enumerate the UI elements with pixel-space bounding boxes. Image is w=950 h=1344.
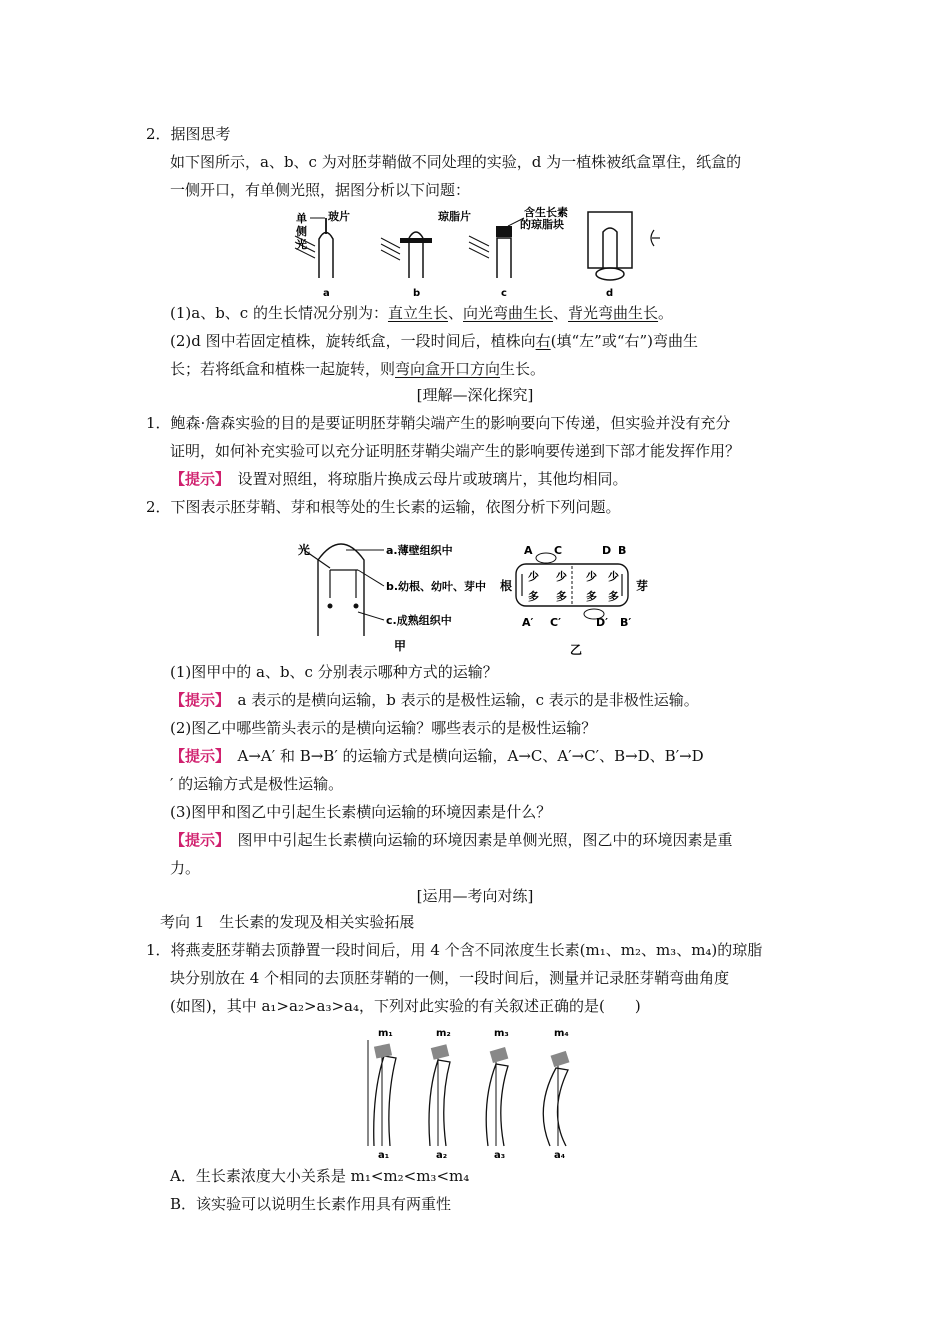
- hint-line: 【提示】 A→A′ 和 B→B′ 的运输方式是横向运输，A→C、A′→C′、B→D、B′→D: [170, 747, 704, 765]
- question-line: (2)图乙中哪些箭头表示的是横向运输？哪些表示的是极性运输？: [170, 719, 597, 737]
- agar-label: 琼脂片: [438, 210, 471, 223]
- hint-line: 【提示】 图甲中引起生长素横向运输的环境因素是单侧光照，图乙中的环境因素是重: [170, 831, 733, 849]
- paragraph-line: (如图)，其中 a₁>a₂>a₃>a₄，下列对此实验的有关叙述正确的是( ): [170, 997, 641, 1015]
- question-line: (3)图甲和图乙中引起生长素横向运输的环境因素是什么？: [170, 803, 552, 821]
- label-a3: a₃: [494, 1150, 506, 1160]
- point-D: D: [602, 544, 612, 557]
- answer-line-3: 长；若将纸盒和植株一起旋转，则弯向盒开口方向生长。: [170, 360, 546, 378]
- label-m4: m₄: [554, 1028, 569, 1039]
- point-A-prime: A′: [522, 616, 534, 629]
- agar-block-m2: [431, 1044, 449, 1060]
- point-A: A: [524, 544, 533, 557]
- answer-blank: 直立生长: [387, 304, 448, 322]
- agar-block-m3: [490, 1047, 509, 1063]
- auxin-label-1: 含生长素: [524, 206, 568, 219]
- answer-blank: 背光弯曲生长: [568, 304, 659, 322]
- bud-label: 芽: [636, 579, 649, 593]
- answer-blank: 右: [535, 332, 551, 350]
- option-b: B．该实验可以说明生长素作用具有两重性: [170, 1195, 452, 1213]
- hint-continuation: ′ 的运输方式是极性运输。: [170, 775, 344, 793]
- light-label: 光: [298, 543, 311, 557]
- answer-line-1: (1)a、b、c 的生长情况分别为：直立生长、向光弯曲生长、背光弯曲生长。: [170, 304, 674, 322]
- label-b-young-tissue: b.幼根、幼叶、芽中: [386, 580, 487, 593]
- label-d: d: [606, 288, 614, 299]
- point-D-prime: D′: [596, 616, 609, 629]
- paragraph-line: 1．将燕麦胚芽鞘去顶静置一段时间后，用 4 个含不同浓度生长素(m₁、m₂、m₃、m₄)的琼脂: [146, 941, 763, 959]
- paragraph-line: 2．下图表示胚芽鞘、芽和根等处的生长素的运输，依图分析下列问题。: [146, 498, 621, 516]
- few-label: 少: [608, 570, 619, 583]
- light-label-1: 单: [296, 212, 307, 225]
- root-label: 根: [500, 579, 513, 593]
- label-a: a: [323, 288, 330, 299]
- light-label-2: 侧: [296, 225, 307, 238]
- coleoptile-1: [374, 1056, 396, 1146]
- section-heading: [理解—深化探究]: [416, 386, 534, 404]
- section-heading: [运用—考向对练]: [416, 887, 534, 905]
- auxin-agar-block: [496, 226, 512, 237]
- label-c: c: [501, 288, 507, 299]
- label-a2: a₂: [436, 1150, 448, 1160]
- paragraph-line: 块分别放在 4 个相同的去顶胚芽鞘的一侧，一段时间后，测量并记录胚芽鞘弯曲角度: [170, 969, 730, 987]
- label-m1: m₁: [378, 1028, 393, 1039]
- auxin-label-2: 的琼脂块: [520, 218, 564, 231]
- rotation-mark: [596, 268, 624, 280]
- topic-heading: 考向 1 生长素的发现及相关实验拓展: [160, 913, 415, 931]
- point-B-prime: B′: [620, 616, 632, 629]
- glass-label: 玻片: [328, 210, 350, 223]
- paragraph-line: 一侧开口，有单侧光照，据图分析以下问题：: [170, 181, 471, 199]
- coleoptile-2: [429, 1060, 450, 1146]
- many-label: 多: [608, 590, 619, 603]
- coleoptile-b: [409, 242, 423, 278]
- answer-line-2: (2)d 图中若固定植株，旋转纸盒，一段时间后，植株向右(填“左”或“右”)弯曲生: [170, 332, 699, 350]
- light-label-3: 光: [296, 238, 307, 251]
- coleoptile-a: [319, 233, 333, 279]
- auxin-transport-figure: [296, 534, 672, 660]
- label-a1: a₁: [378, 1150, 390, 1160]
- hint-tag: 【提示】: [170, 691, 223, 709]
- many-label: 多: [556, 590, 567, 603]
- answer-blank: 向光弯曲生长: [463, 304, 554, 322]
- caption-yi: 乙: [570, 643, 583, 657]
- coleoptile-jia: [318, 544, 364, 636]
- many-label: 多: [528, 590, 539, 603]
- label-b: b: [413, 288, 421, 299]
- coleoptile-c: [497, 238, 511, 278]
- bending-coleoptile-figure: [360, 1024, 590, 1160]
- hint-line: 【提示】 a 表示的是横向运输，b 表示的是极性运输，c 表示的是非极性运输。: [170, 691, 699, 709]
- label-a-parenchyma: a.薄壁组织中: [386, 544, 453, 557]
- plant-d: [603, 228, 617, 268]
- question-line: (1)图甲中的 a、b、c 分别表示哪种方式的运输？: [170, 663, 498, 681]
- caption-jia: 甲: [394, 639, 407, 653]
- hint-line: 【提示】 设置对照组，将琼脂片换成云母片或玻璃片，其他均相同。: [170, 470, 628, 488]
- few-label: 少: [528, 570, 539, 583]
- agar-piece: [400, 238, 432, 243]
- point-C: C: [554, 544, 563, 557]
- agar-block-m4: [551, 1051, 570, 1067]
- hint-continuation: 力。: [170, 859, 201, 877]
- question-text: (1)a、b、c 的生长情况分别为：: [170, 304, 388, 322]
- point-C-prime: C′: [550, 616, 561, 629]
- point-B: B: [618, 544, 627, 557]
- label-m3: m₃: [494, 1028, 509, 1039]
- label-c-mature-tissue: c.成熟组织中: [386, 614, 452, 627]
- paper-box: [588, 212, 632, 268]
- paragraph-line: 1．鲍森·詹森实验的目的是要证明胚芽鞘尖端产生的影响要向下传递，但实验并没有充分: [146, 414, 731, 432]
- question-title: 2．据图思考: [146, 125, 231, 143]
- coleoptile-experiment-figure: [292, 204, 682, 300]
- hint-tag: 【提示】: [170, 831, 223, 849]
- paragraph-line: 证明，如何补充实验可以充分证明胚芽鞘尖端产生的影响要传递到下部才能发挥作用？: [170, 442, 741, 460]
- few-label: 少: [586, 570, 597, 583]
- many-label: 多: [586, 590, 597, 603]
- coleoptile-4: [543, 1068, 568, 1146]
- coleoptile-3: [486, 1064, 508, 1146]
- hint-tag: 【提示】: [170, 470, 223, 488]
- hint-tag: 【提示】: [170, 747, 223, 765]
- few-label: 少: [556, 570, 567, 583]
- label-a4: a₄: [554, 1150, 566, 1160]
- option-a: A．生长素浓度大小关系是 m₁<m₂<m₃<m₄: [170, 1167, 470, 1185]
- paragraph-line: 如下图所示，a、b、c 为对胚芽鞘做不同处理的实验，d 为一植株被纸盒罩住，纸盒的: [170, 153, 742, 171]
- label-m2: m₂: [436, 1028, 451, 1039]
- answer-blank: 弯向盒开口方向: [395, 360, 501, 378]
